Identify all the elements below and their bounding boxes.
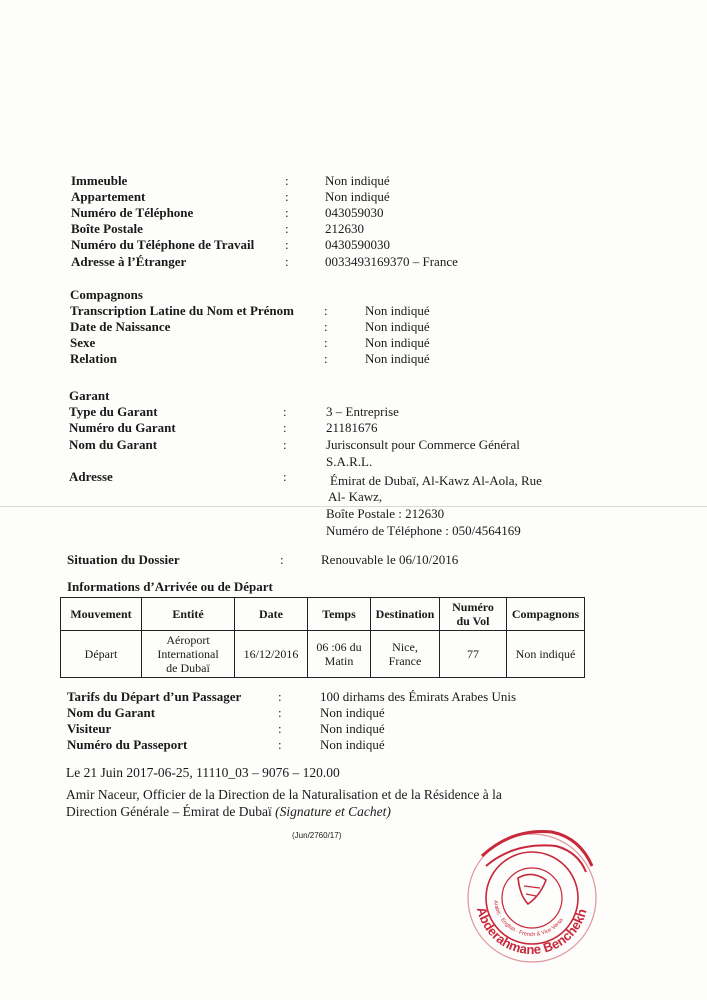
guarantor-row-address: Adresse : Émirat de Dubaï, Al-Kawz Al-Aola, Rue — [69, 469, 542, 488]
header-entite: Entité — [142, 598, 235, 631]
reference-number: (Jun/2760/17) — [292, 831, 342, 840]
cell-compagnons: Non indiqué — [507, 631, 585, 678]
guarantor-name-line-2: S.A.R.L. — [326, 454, 373, 469]
svg-text:Abderahmane Benchekh — [474, 905, 590, 957]
address-row-abroad: Adresse à l’Étranger : 0033493169370 – France — [71, 254, 458, 269]
seal-subtitle: Arabic · English · French & Vice Versa — [492, 899, 565, 939]
header-temps: Temps — [308, 598, 371, 631]
table-row — [61, 631, 585, 678]
guarantor-address-line-4: Numéro de Téléphone : 050/4564169 — [326, 523, 521, 538]
address-row-po-box: Boîte Postale : 212630 — [71, 221, 364, 236]
fees-row-guarantor-name: Nom du Garant : Non indiqué — [67, 705, 385, 720]
officer-line-1: Amir Naceur, Officier de la Direction de la Naturalisation et de la Résidence à la — [66, 787, 502, 802]
seal-name: Abderahmane Benchekh — [473, 905, 590, 958]
address-row-building: Immeuble : Non indiqué — [71, 173, 390, 188]
address-row-apartment: Appartement : Non indiqué — [71, 189, 390, 204]
cell-mouvement: Départ — [61, 631, 142, 678]
companions-row-birth-date: Date de Naissance : Non indiqué — [70, 319, 430, 334]
header-mouvement: Mouvement — [61, 598, 142, 631]
movement-table — [60, 597, 585, 678]
companions-title: Compagnons — [70, 287, 143, 302]
fees-row-departure-fee: Tarifs du Départ d’un Passager : 100 dirhams des Émirats Arabes Unis — [67, 689, 517, 704]
date-line: Le 21 Juin 2017-06-25, 11110_03 – 9076 – 120.00 — [66, 765, 340, 780]
guarantor-row-number: Numéro du Garant : 21181676 — [69, 420, 378, 435]
guarantor-title: Garant — [69, 388, 110, 403]
header-destination: Destination — [371, 598, 440, 631]
companions-row-latin-name: Transcription Latine du Nom et Prénom : Non indiqué — [70, 303, 430, 318]
guarantor-address-line-3: Boîte Postale : 212630 — [326, 506, 445, 521]
header-vol: Numéro du Vol — [440, 598, 507, 631]
file-status-row: Situation du Dossier : Renouvable le 06/10/2016 — [67, 552, 459, 567]
guarantor-row-type: Type du Garant : 3 – Entreprise — [69, 404, 399, 419]
movement-title: Informations d’Arrivée ou de Départ — [67, 579, 273, 594]
cell-entite: Aéroport International de Dubaï — [142, 631, 235, 678]
fees-row-passport: Numéro du Passeport : Non indiqué — [67, 737, 385, 752]
guarantor-address-line-2: Al- Kawz, — [328, 489, 383, 504]
fees-row-visitor: Visiteur : Non indiqué — [67, 721, 385, 736]
address-row-phone: Numéro de Téléphone : 043059030 — [71, 205, 384, 220]
companions-row-sex: Sexe : Non indiqué — [70, 335, 430, 350]
address-row-work-phone: Numéro du Téléphone de Travail : 0430590030 — [71, 237, 390, 252]
cell-destination: Nice, France — [371, 631, 440, 678]
officer-line-2: Direction Générale – Émirat de Dubaï (Signature et Cachet) — [66, 804, 391, 819]
cell-temps: 06 :06 du Matin — [308, 631, 371, 678]
cell-vol: 77 — [440, 631, 507, 678]
companions-row-relation: Relation : Non indiqué — [70, 351, 430, 366]
guarantor-row-name: Nom du Garant : Jurisconsult pour Commerce Général — [69, 437, 520, 452]
movement-table-header — [61, 598, 585, 631]
cell-date: 16/12/2016 — [235, 631, 308, 678]
translator-seal-icon — [462, 826, 602, 966]
header-date: Date — [235, 598, 308, 631]
header-compagnons: Compagnons — [507, 598, 585, 631]
